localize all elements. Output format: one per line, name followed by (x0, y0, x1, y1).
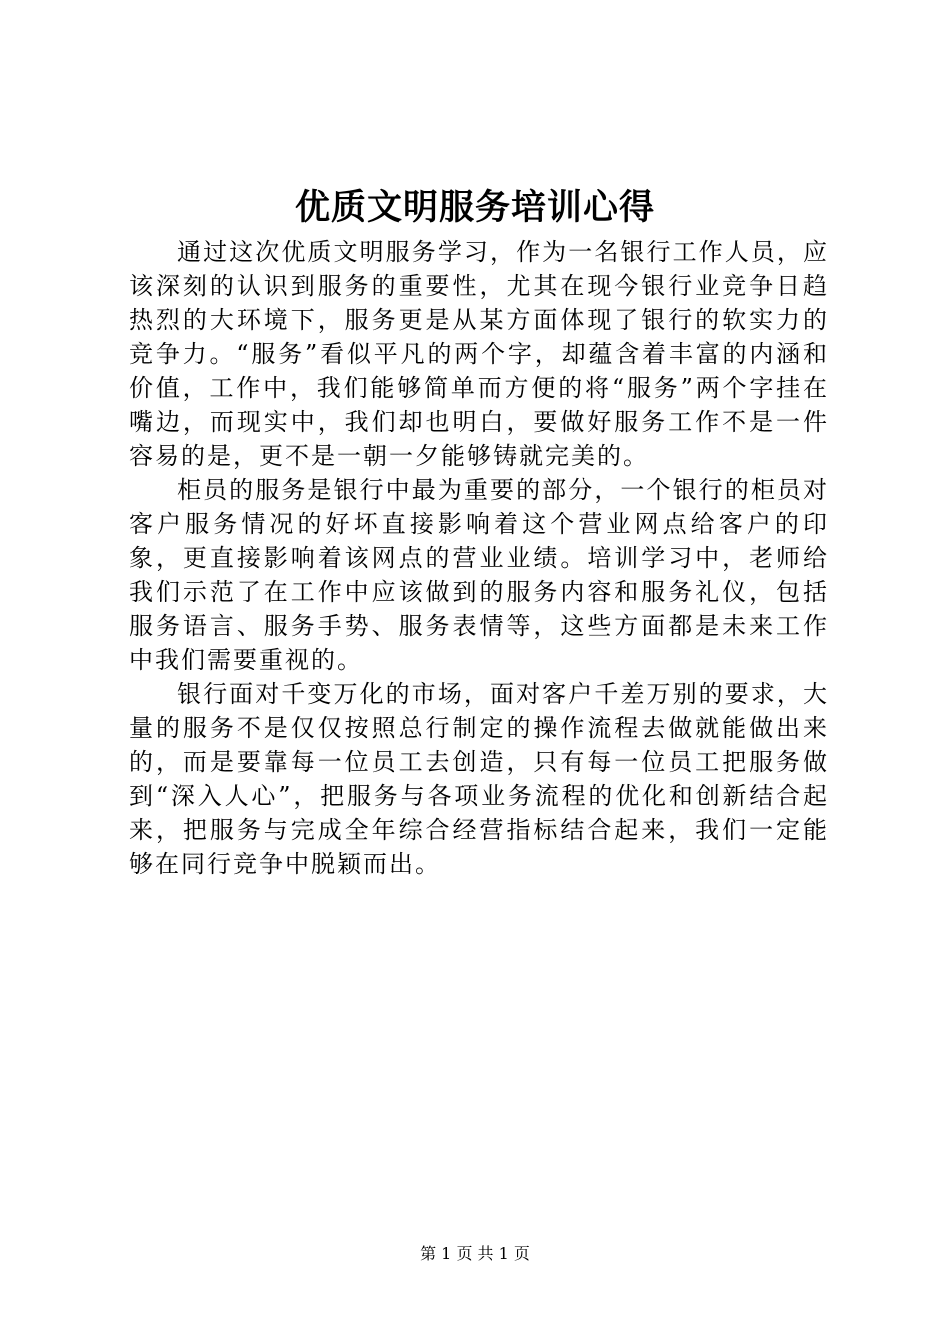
document-body (129, 235, 829, 881)
paragraph-3: 银行面对千变万化的市场，面对客户千差万别的要求，大量的服务不是仅仅按照总行制定的操作流程去做就能做出来的，而是要靠每一位员工去创造，只有每一位员工把服务做到“深入人心”，把服务与各项业务流程的优化和创新结合起来，把服务与完成全年综合经营指标结合起来，我们一定能够在同行竞争中脱颖而出。 (129, 680, 829, 878)
page-footer: 第 1 页 共 1 页 (420, 1244, 530, 1263)
paragraph-2: 柜员的服务是银行中最为重要的部分，一个银行的柜员对客户服务情况的好坏直接影响着这个营业网点给客户的印象，更直接影响着该网点的营业业绩。培训学习中，老师给我们示范了在工作中应该做到的服务内容和服务礼仪，包括服务语言、服务手势、服务表情等，这些方面都是未来工作中我们需要重视的。 (129, 476, 829, 674)
paragraph-1: 通过这次优质文明服务学习，作为一名银行工作人员，应该深刻的认识到服务的重要性，尤其在现今银行业竞争日趋热烈的大环境下，服务更是从某方面体现了银行的软实力的竞争力。“服务”看似平凡的两个字，却蕴含着丰富的内涵和价值，工作中，我们能够简单而方便的将“服务”两个字挂在嘴边，而现实中，我们却也明白，要做好服务工作不是一件容易的是，更不是一朝一夕能够铸就完美的。 (129, 238, 829, 470)
document-title: 优质文明服务培训心得 (294, 187, 655, 228)
